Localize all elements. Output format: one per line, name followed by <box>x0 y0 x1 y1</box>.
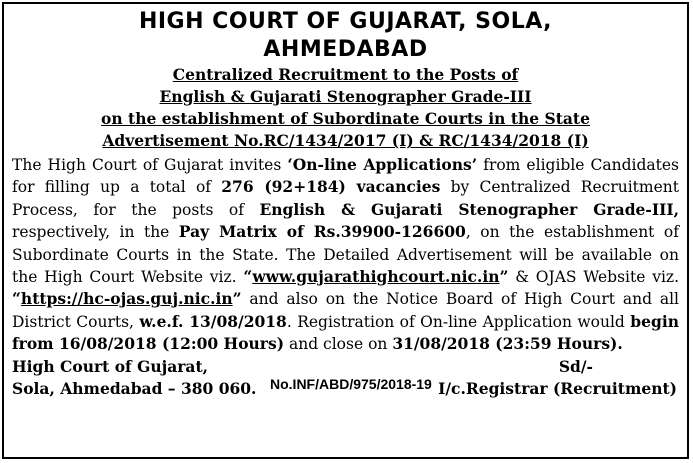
subject-line-1: Centralized Recruitment to the Posts of <box>172 65 519 84</box>
body-text: and close on <box>284 335 393 354</box>
quote-open: “ <box>243 267 253 287</box>
registration-close: 31/08/2018 (23:59 Hours). <box>392 334 623 354</box>
subject-line-3: on the establishment of Subordinate Courts in the State <box>101 109 590 128</box>
quote-open: “ <box>12 289 21 309</box>
advertisement-number: Advertisement No.RC/1434/2017 (I) & RC/1434/2018 (I) <box>102 131 589 150</box>
address-line-1: High Court of Gujarat, <box>12 356 209 376</box>
signature-mark: Sd/- <box>558 356 593 376</box>
body-text: by Centralized Recruitment Process, for the posts of <box>12 178 679 219</box>
court-name-line-2: AHMEDABAD <box>263 37 428 62</box>
court-name-line-1: HIGH COURT OF GUJARAT, SOLA, <box>138 9 553 34</box>
ojas-website-link[interactable]: https://hc-ojas.guj.nic.in <box>20 289 233 309</box>
effective-date: w.e.f. 13/08/2018 <box>139 311 287 331</box>
court-address <box>12 356 256 400</box>
body-text: . Registration of On-line Application would <box>286 312 631 331</box>
quote-close: ” <box>499 267 509 287</box>
registration-begin: begin from 16/08/2018 (12:00 Hours) <box>12 311 679 354</box>
notice-body <box>12 154 679 356</box>
vacancy-count: 276 (92+184) vacancies <box>221 177 441 197</box>
post-name: English & Gujarati Stenographer Grade-III, <box>259 199 679 219</box>
body-text: and also on the Notice Board of High Court and all District Courts, <box>12 290 679 331</box>
body-text: & OJAS Website viz. <box>508 268 680 287</box>
subject-line-2: English & Gujarati Stenographer Grade-III <box>159 87 532 106</box>
registrar-designation: I/c.Registrar (Recruitment) <box>438 378 677 398</box>
online-applications: ‘On-line Applications’ <box>287 155 478 174</box>
address-line-2: Sola, Ahmedabad – 380 060. <box>12 378 257 398</box>
body-text: respectively, in the <box>12 223 179 242</box>
body-text: The High Court of Gujarat invites <box>12 156 288 174</box>
reference-number: No.INF/ABD/975/2018-19 <box>270 375 432 392</box>
body-text: from eligible Candidates for filling up a total of <box>12 156 679 197</box>
high-court-website-link[interactable]: www.gujarathighcourt.nic.in <box>252 267 500 287</box>
recruitment-notice <box>2 2 689 459</box>
pay-matrix: Pay Matrix of Rs.39900-126600 <box>178 222 466 242</box>
notice-footer <box>12 356 679 404</box>
quote-close: ” <box>232 289 242 309</box>
body-text: , on the establishment of Subordinate Courts in the State. The Detailed Advertisement will be available on the High Court Website viz. <box>12 223 679 287</box>
